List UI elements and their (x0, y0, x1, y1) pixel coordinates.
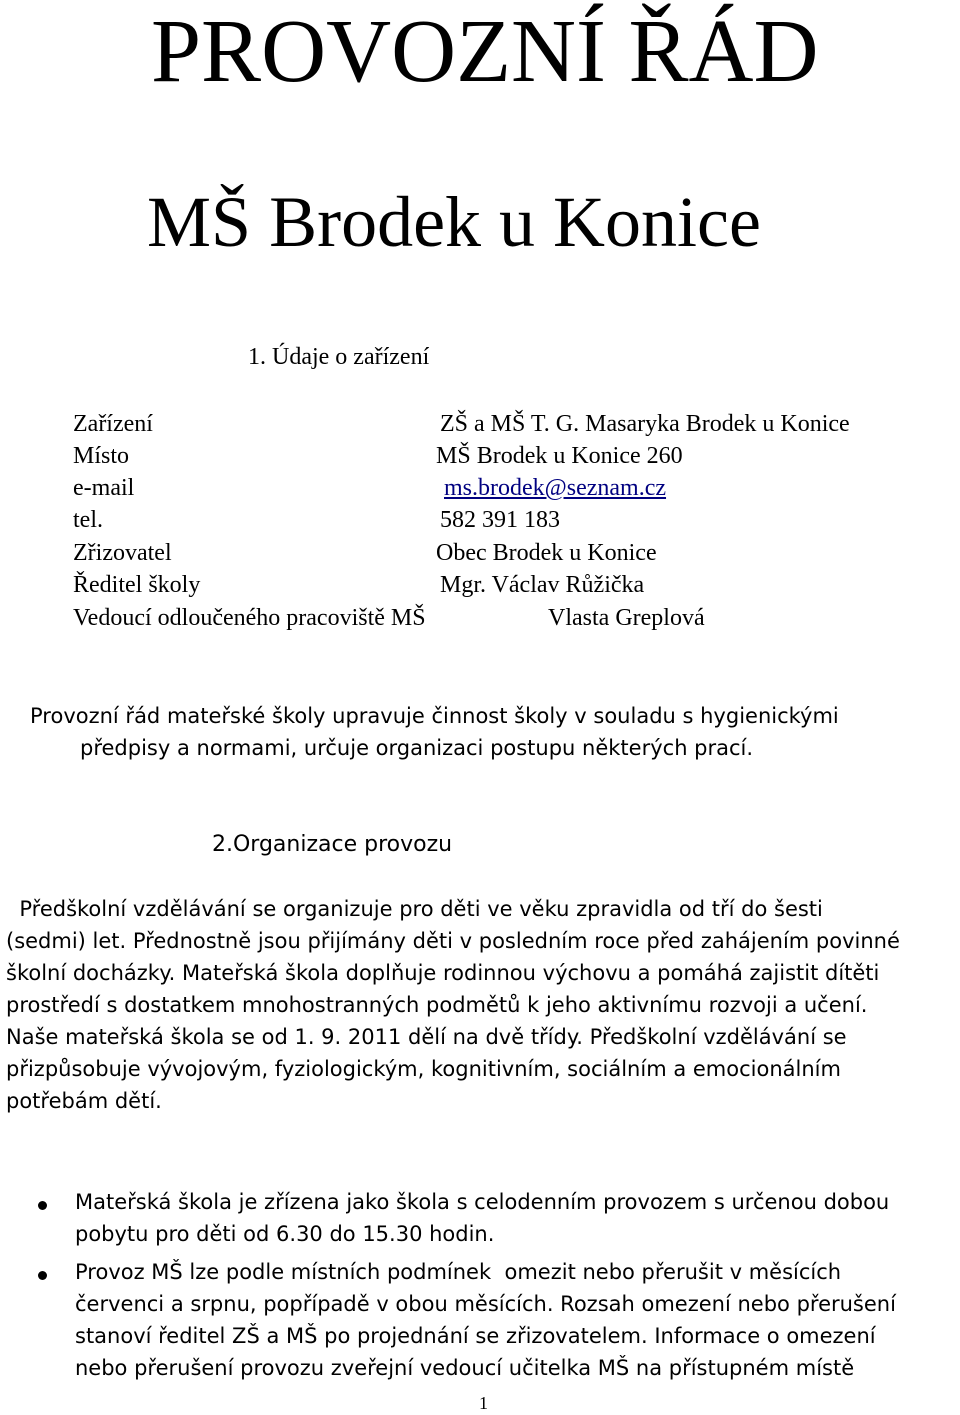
intro-paragraph (30, 700, 839, 764)
section-1-heading: 1. Údaje o zařízení (248, 344, 430, 370)
bullet-icon (38, 1201, 47, 1210)
info-label-reditel: Ředitel školy (73, 572, 201, 598)
info-label-zarizeni: Zařízení (73, 411, 153, 437)
paragraph-line: Předškolní vzdělávání se organizuje pro děti ve věku zpravidla od tří do šesti (6, 897, 823, 921)
list-item-line: Provoz MŠ lze podle místních podmínek omezit nebo přerušit v měsících (75, 1260, 842, 1284)
paragraph-line: prostředí s dostatkem mnohostranných podmětů k jeho aktivnímu rozvoji a učení. (6, 993, 868, 1017)
list-item (0, 1256, 896, 1384)
info-label-email: e-mail (73, 475, 135, 501)
bullet-icon (38, 1271, 47, 1280)
document-title: PROVOZNÍ ŘÁD (151, 2, 819, 101)
list-item-line: Mateřská škola je zřízena jako škola s celodenním provozem s určenou dobou (75, 1190, 890, 1214)
info-label-zrizovatel: Zřizovatel (73, 540, 172, 566)
bullet-list (0, 1186, 896, 1390)
info-value-zarizeni: ZŠ a MŠ T. G. Masaryka Brodek u Konice (440, 411, 850, 437)
intro-line-1: Provozní řád mateřské školy upravuje činnost školy v souladu s hygienickými (30, 704, 839, 728)
info-value-tel: 582 391 183 (440, 507, 560, 533)
list-item-line: stanoví ředitel ZŠ a MŠ po projednání se zřizovatelem. Informace o omezení (75, 1324, 876, 1348)
section-2-paragraph (6, 893, 900, 1117)
paragraph-line: (sedmi) let. Přednostně jsou přijímány děti v posledním roce před zahájením povinné (6, 929, 900, 953)
section-2-heading: 2.Organizace provozu (212, 832, 453, 857)
document-subtitle: MŠ Brodek u Konice (147, 182, 761, 262)
paragraph-line: školní docházky. Mateřská škola doplňuje rodinnou výchovu a pomáhá zajistit dítěti (6, 961, 880, 985)
paragraph-line: potřebám dětí. (6, 1089, 162, 1113)
list-item (0, 1186, 896, 1250)
info-label-tel: tel. (73, 507, 103, 533)
email-link[interactable]: ms.brodek@seznam.cz (444, 475, 667, 501)
info-value-misto: MŠ Brodek u Konice 260 (436, 443, 683, 469)
paragraph-line: Naše mateřská škola se od 1. 9. 2011 dělí na dvě třídy. Předškolní vzdělávání se (6, 1025, 847, 1049)
list-item-line: červenci a srpnu, popřípadě v obou měsících. Rozsah omezení nebo přerušení (75, 1292, 896, 1316)
page-number: 1 (479, 1393, 488, 1413)
list-item-line: pobytu pro děti od 6.30 do 15.30 hodin. (75, 1222, 495, 1246)
paragraph-line: přizpůsobuje vývojovým, fyziologickým, kognitivním, sociálním a emocionálním (6, 1057, 841, 1081)
info-label-misto: Místo (73, 443, 130, 469)
info-value-vedouci: Vlasta Greplová (548, 605, 705, 631)
info-value-reditel: Mgr. Václav Růžička (440, 572, 645, 598)
list-item-line: nebo přerušení provozu zveřejní vedoucí učitelka MŠ na přístupném místě (75, 1356, 855, 1380)
intro-line-2: předpisy a normami, určuje organizaci postupu některých prací. (80, 736, 754, 760)
info-label-vedouci: Vedoucí odloučeného pracoviště MŠ (73, 605, 426, 631)
info-value-zrizovatel: Obec Brodek u Konice (436, 540, 657, 566)
